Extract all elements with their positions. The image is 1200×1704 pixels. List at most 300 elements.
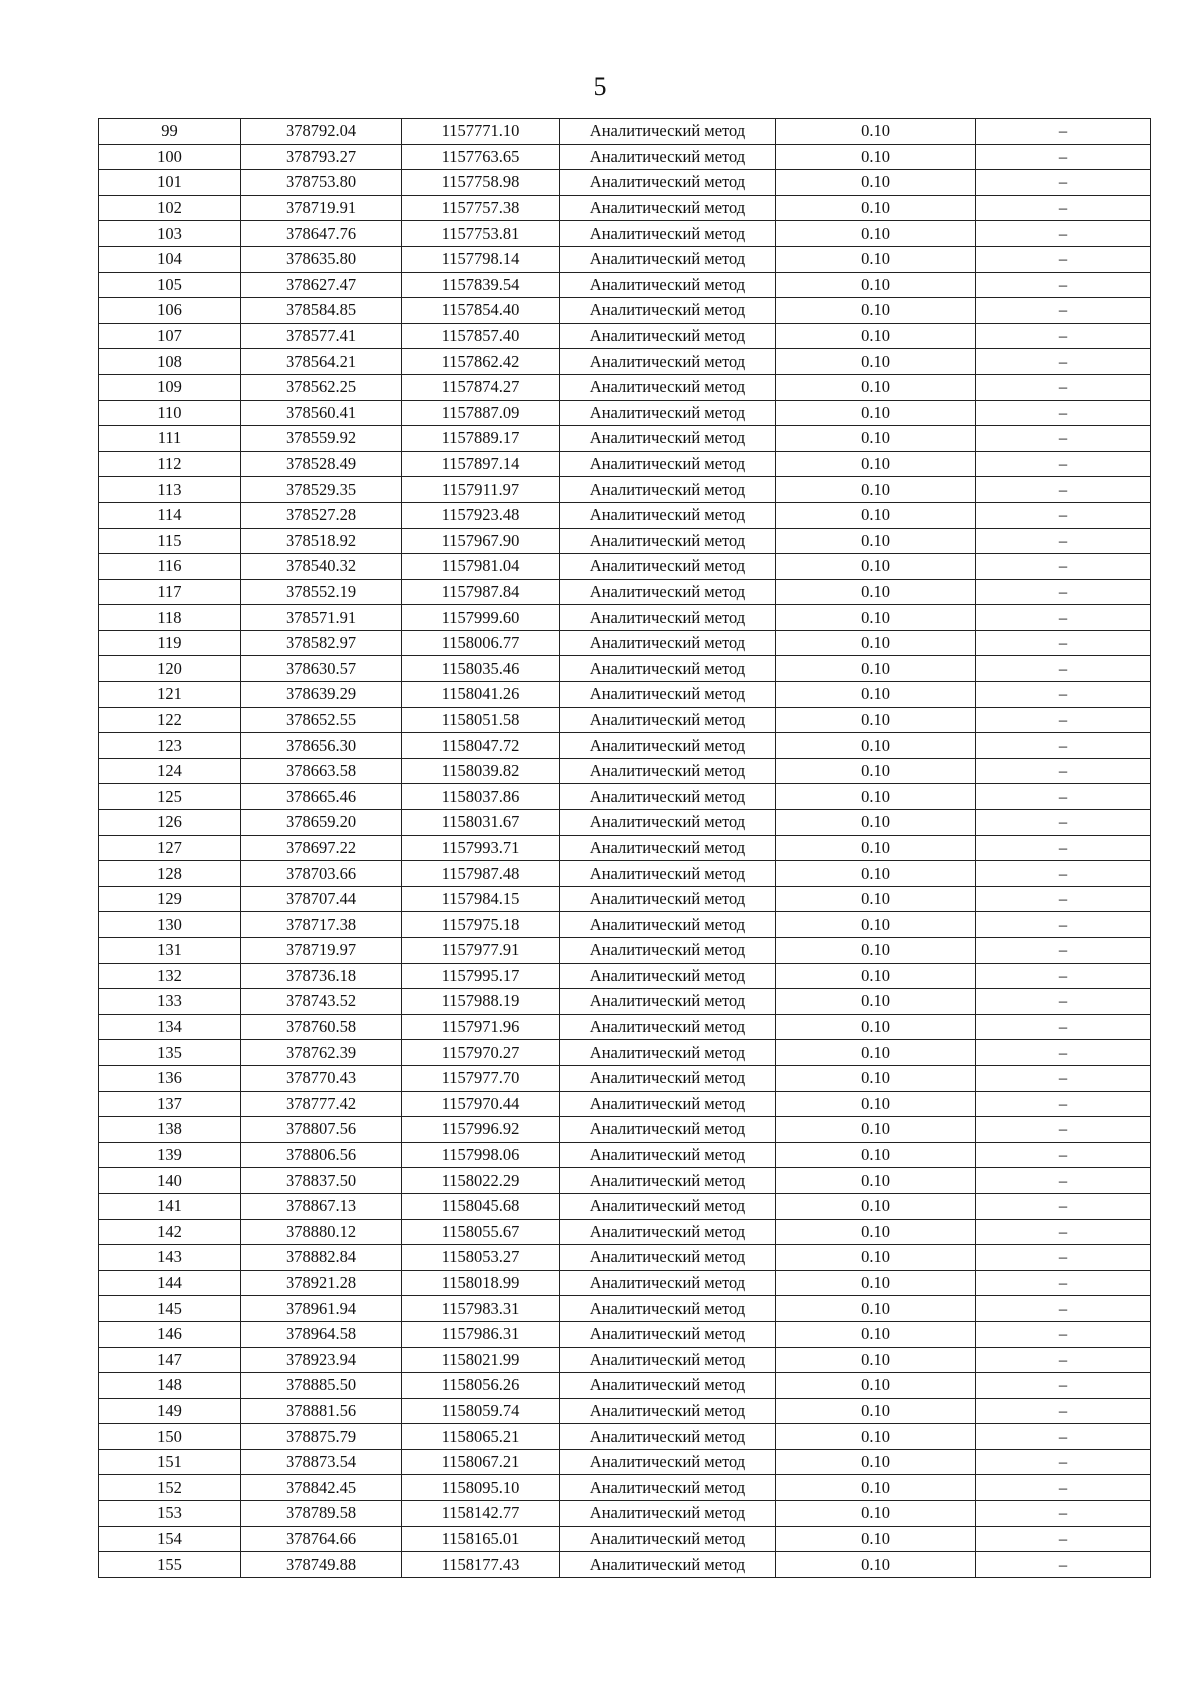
point-number-cell: 123 xyxy=(99,733,241,759)
note-cell: – xyxy=(976,810,1151,836)
point-number-cell: 118 xyxy=(99,605,241,631)
note-cell: – xyxy=(976,938,1151,964)
x-coordinate-cell: 378571.91 xyxy=(241,605,402,631)
method-cell: Аналитический метод xyxy=(560,1373,776,1399)
point-number-cell: 100 xyxy=(99,144,241,170)
point-number-cell: 136 xyxy=(99,1065,241,1091)
method-cell: Аналитический метод xyxy=(560,1526,776,1552)
method-cell: Аналитический метод xyxy=(560,835,776,861)
y-coordinate-cell: 1158021.99 xyxy=(402,1347,560,1373)
table-row xyxy=(99,477,1151,503)
accuracy-cell: 0.10 xyxy=(776,400,976,426)
accuracy-cell: 0.10 xyxy=(776,528,976,554)
note-cell: – xyxy=(976,886,1151,912)
method-cell: Аналитический метод xyxy=(560,1270,776,1296)
point-number-cell: 153 xyxy=(99,1501,241,1527)
method-cell: Аналитический метод xyxy=(560,1245,776,1271)
method-cell: Аналитический метод xyxy=(560,1475,776,1501)
table-row xyxy=(99,605,1151,631)
y-coordinate-cell: 1158006.77 xyxy=(402,630,560,656)
method-cell: Аналитический метод xyxy=(560,1091,776,1117)
y-coordinate-cell: 1157771.10 xyxy=(402,119,560,145)
point-number-cell: 143 xyxy=(99,1245,241,1271)
table-row xyxy=(99,554,1151,580)
point-number-cell: 119 xyxy=(99,630,241,656)
table-row xyxy=(99,912,1151,938)
method-cell: Аналитический метод xyxy=(560,1398,776,1424)
point-number-cell: 113 xyxy=(99,477,241,503)
note-cell: – xyxy=(976,1040,1151,1066)
point-number-cell: 117 xyxy=(99,579,241,605)
x-coordinate-cell: 378717.38 xyxy=(241,912,402,938)
y-coordinate-cell: 1157874.27 xyxy=(402,374,560,400)
x-coordinate-cell: 378559.92 xyxy=(241,426,402,452)
x-coordinate-cell: 378753.80 xyxy=(241,170,402,196)
method-cell: Аналитический метод xyxy=(560,400,776,426)
x-coordinate-cell: 378527.28 xyxy=(241,502,402,528)
note-cell: – xyxy=(976,400,1151,426)
accuracy-cell: 0.10 xyxy=(776,170,976,196)
note-cell: – xyxy=(976,861,1151,887)
point-number-cell: 152 xyxy=(99,1475,241,1501)
y-coordinate-cell: 1158095.10 xyxy=(402,1475,560,1501)
x-coordinate-cell: 378647.76 xyxy=(241,221,402,247)
note-cell: – xyxy=(976,144,1151,170)
y-coordinate-cell: 1158022.29 xyxy=(402,1168,560,1194)
y-coordinate-cell: 1158045.68 xyxy=(402,1193,560,1219)
note-cell: – xyxy=(976,1373,1151,1399)
point-number-cell: 134 xyxy=(99,1014,241,1040)
accuracy-cell: 0.10 xyxy=(776,502,976,528)
method-cell: Аналитический метод xyxy=(560,451,776,477)
note-cell: – xyxy=(976,451,1151,477)
point-number-cell: 120 xyxy=(99,656,241,682)
point-number-cell: 99 xyxy=(99,119,241,145)
x-coordinate-cell: 378880.12 xyxy=(241,1219,402,1245)
note-cell: – xyxy=(976,195,1151,221)
accuracy-cell: 0.10 xyxy=(776,195,976,221)
method-cell: Аналитический метод xyxy=(560,246,776,272)
note-cell: – xyxy=(976,1142,1151,1168)
point-number-cell: 130 xyxy=(99,912,241,938)
table-row xyxy=(99,1424,1151,1450)
y-coordinate-cell: 1157758.98 xyxy=(402,170,560,196)
accuracy-cell: 0.10 xyxy=(776,630,976,656)
method-cell: Аналитический метод xyxy=(560,119,776,145)
x-coordinate-cell: 378842.45 xyxy=(241,1475,402,1501)
table-row xyxy=(99,528,1151,554)
x-coordinate-cell: 378630.57 xyxy=(241,656,402,682)
table-row xyxy=(99,835,1151,861)
x-coordinate-cell: 378882.84 xyxy=(241,1245,402,1271)
table-row xyxy=(99,349,1151,375)
point-number-cell: 125 xyxy=(99,784,241,810)
x-coordinate-cell: 378885.50 xyxy=(241,1373,402,1399)
table-row xyxy=(99,1193,1151,1219)
method-cell: Аналитический метод xyxy=(560,758,776,784)
method-cell: Аналитический метод xyxy=(560,1321,776,1347)
method-cell: Аналитический метод xyxy=(560,374,776,400)
note-cell: – xyxy=(976,1424,1151,1450)
table-row xyxy=(99,1142,1151,1168)
note-cell: – xyxy=(976,682,1151,708)
note-cell: – xyxy=(976,1270,1151,1296)
table-row xyxy=(99,400,1151,426)
note-cell: – xyxy=(976,1014,1151,1040)
y-coordinate-cell: 1158055.67 xyxy=(402,1219,560,1245)
x-coordinate-cell: 378652.55 xyxy=(241,707,402,733)
x-coordinate-cell: 378697.22 xyxy=(241,835,402,861)
method-cell: Аналитический метод xyxy=(560,170,776,196)
x-coordinate-cell: 378867.13 xyxy=(241,1193,402,1219)
x-coordinate-cell: 378627.47 xyxy=(241,272,402,298)
y-coordinate-cell: 1157998.06 xyxy=(402,1142,560,1168)
note-cell: – xyxy=(976,1245,1151,1271)
x-coordinate-cell: 378792.04 xyxy=(241,119,402,145)
method-cell: Аналитический метод xyxy=(560,784,776,810)
note-cell: – xyxy=(976,374,1151,400)
x-coordinate-cell: 378875.79 xyxy=(241,1424,402,1450)
table-row xyxy=(99,1373,1151,1399)
table-row xyxy=(99,1219,1151,1245)
accuracy-cell: 0.10 xyxy=(776,1373,976,1399)
y-coordinate-cell: 1157854.40 xyxy=(402,298,560,324)
method-cell: Аналитический метод xyxy=(560,1040,776,1066)
table-row xyxy=(99,1475,1151,1501)
point-number-cell: 102 xyxy=(99,195,241,221)
accuracy-cell: 0.10 xyxy=(776,119,976,145)
method-cell: Аналитический метод xyxy=(560,144,776,170)
point-number-cell: 148 xyxy=(99,1373,241,1399)
note-cell: – xyxy=(976,1117,1151,1143)
table-row xyxy=(99,1168,1151,1194)
x-coordinate-cell: 378793.27 xyxy=(241,144,402,170)
method-cell: Аналитический метод xyxy=(560,963,776,989)
x-coordinate-cell: 378665.46 xyxy=(241,784,402,810)
table-row xyxy=(99,1040,1151,1066)
x-coordinate-cell: 378837.50 xyxy=(241,1168,402,1194)
y-coordinate-cell: 1158039.82 xyxy=(402,758,560,784)
note-cell: – xyxy=(976,528,1151,554)
accuracy-cell: 0.10 xyxy=(776,1193,976,1219)
accuracy-cell: 0.10 xyxy=(776,656,976,682)
table-row xyxy=(99,246,1151,272)
x-coordinate-cell: 378923.94 xyxy=(241,1347,402,1373)
accuracy-cell: 0.10 xyxy=(776,1117,976,1143)
note-cell: – xyxy=(976,1321,1151,1347)
accuracy-cell: 0.10 xyxy=(776,938,976,964)
table-row xyxy=(99,989,1151,1015)
coordinates-table xyxy=(98,118,1151,1578)
point-number-cell: 110 xyxy=(99,400,241,426)
table-row xyxy=(99,1296,1151,1322)
y-coordinate-cell: 1157987.84 xyxy=(402,579,560,605)
accuracy-cell: 0.10 xyxy=(776,1296,976,1322)
table-row xyxy=(99,886,1151,912)
x-coordinate-cell: 378760.58 xyxy=(241,1014,402,1040)
y-coordinate-cell: 1158165.01 xyxy=(402,1526,560,1552)
accuracy-cell: 0.10 xyxy=(776,1398,976,1424)
note-cell: – xyxy=(976,835,1151,861)
method-cell: Аналитический метод xyxy=(560,1193,776,1219)
note-cell: – xyxy=(976,1296,1151,1322)
method-cell: Аналитический метод xyxy=(560,1552,776,1578)
table-row xyxy=(99,221,1151,247)
accuracy-cell: 0.10 xyxy=(776,298,976,324)
note-cell: – xyxy=(976,758,1151,784)
x-coordinate-cell: 378518.92 xyxy=(241,528,402,554)
note-cell: – xyxy=(976,1347,1151,1373)
x-coordinate-cell: 378582.97 xyxy=(241,630,402,656)
method-cell: Аналитический метод xyxy=(560,298,776,324)
accuracy-cell: 0.10 xyxy=(776,605,976,631)
method-cell: Аналитический метод xyxy=(560,989,776,1015)
accuracy-cell: 0.10 xyxy=(776,374,976,400)
table-row xyxy=(99,1526,1151,1552)
method-cell: Аналитический метод xyxy=(560,349,776,375)
x-coordinate-cell: 378749.88 xyxy=(241,1552,402,1578)
y-coordinate-cell: 1157970.27 xyxy=(402,1040,560,1066)
table-row xyxy=(99,1091,1151,1117)
table-row xyxy=(99,1270,1151,1296)
accuracy-cell: 0.10 xyxy=(776,733,976,759)
table-row xyxy=(99,784,1151,810)
method-cell: Аналитический метод xyxy=(560,426,776,452)
x-coordinate-cell: 378806.56 xyxy=(241,1142,402,1168)
method-cell: Аналитический метод xyxy=(560,605,776,631)
point-number-cell: 115 xyxy=(99,528,241,554)
point-number-cell: 155 xyxy=(99,1552,241,1578)
accuracy-cell: 0.10 xyxy=(776,1552,976,1578)
x-coordinate-cell: 378635.80 xyxy=(241,246,402,272)
note-cell: – xyxy=(976,1168,1151,1194)
table-row xyxy=(99,733,1151,759)
accuracy-cell: 0.10 xyxy=(776,861,976,887)
x-coordinate-cell: 378663.58 xyxy=(241,758,402,784)
x-coordinate-cell: 378921.28 xyxy=(241,1270,402,1296)
x-coordinate-cell: 378564.21 xyxy=(241,349,402,375)
y-coordinate-cell: 1157999.60 xyxy=(402,605,560,631)
y-coordinate-cell: 1157984.15 xyxy=(402,886,560,912)
note-cell: – xyxy=(976,579,1151,605)
y-coordinate-cell: 1157897.14 xyxy=(402,451,560,477)
note-cell: – xyxy=(976,656,1151,682)
y-coordinate-cell: 1158018.99 xyxy=(402,1270,560,1296)
accuracy-cell: 0.10 xyxy=(776,221,976,247)
accuracy-cell: 0.10 xyxy=(776,579,976,605)
y-coordinate-cell: 1157967.90 xyxy=(402,528,560,554)
x-coordinate-cell: 378639.29 xyxy=(241,682,402,708)
x-coordinate-cell: 378703.66 xyxy=(241,861,402,887)
x-coordinate-cell: 378881.56 xyxy=(241,1398,402,1424)
accuracy-cell: 0.10 xyxy=(776,810,976,836)
method-cell: Аналитический метод xyxy=(560,1014,776,1040)
table-row xyxy=(99,272,1151,298)
method-cell: Аналитический метод xyxy=(560,323,776,349)
table-row xyxy=(99,682,1151,708)
note-cell: – xyxy=(976,605,1151,631)
note-cell: – xyxy=(976,426,1151,452)
y-coordinate-cell: 1157993.71 xyxy=(402,835,560,861)
point-number-cell: 147 xyxy=(99,1347,241,1373)
y-coordinate-cell: 1158059.74 xyxy=(402,1398,560,1424)
point-number-cell: 137 xyxy=(99,1091,241,1117)
point-number-cell: 145 xyxy=(99,1296,241,1322)
table-row xyxy=(99,1321,1151,1347)
point-number-cell: 107 xyxy=(99,323,241,349)
x-coordinate-cell: 378540.32 xyxy=(241,554,402,580)
point-number-cell: 121 xyxy=(99,682,241,708)
point-number-cell: 135 xyxy=(99,1040,241,1066)
method-cell: Аналитический метод xyxy=(560,630,776,656)
table-row xyxy=(99,119,1151,145)
method-cell: Аналитический метод xyxy=(560,1424,776,1450)
x-coordinate-cell: 378873.54 xyxy=(241,1449,402,1475)
accuracy-cell: 0.10 xyxy=(776,835,976,861)
y-coordinate-cell: 1157987.48 xyxy=(402,861,560,887)
method-cell: Аналитический метод xyxy=(560,1142,776,1168)
method-cell: Аналитический метод xyxy=(560,733,776,759)
accuracy-cell: 0.10 xyxy=(776,1501,976,1527)
point-number-cell: 139 xyxy=(99,1142,241,1168)
point-number-cell: 133 xyxy=(99,989,241,1015)
accuracy-cell: 0.10 xyxy=(776,758,976,784)
method-cell: Аналитический метод xyxy=(560,1347,776,1373)
method-cell: Аналитический метод xyxy=(560,221,776,247)
coordinates-table-body xyxy=(99,119,1151,1578)
point-number-cell: 151 xyxy=(99,1449,241,1475)
point-number-cell: 144 xyxy=(99,1270,241,1296)
method-cell: Аналитический метод xyxy=(560,1065,776,1091)
accuracy-cell: 0.10 xyxy=(776,886,976,912)
point-number-cell: 116 xyxy=(99,554,241,580)
accuracy-cell: 0.10 xyxy=(776,1424,976,1450)
point-number-cell: 101 xyxy=(99,170,241,196)
note-cell: – xyxy=(976,963,1151,989)
table-row xyxy=(99,938,1151,964)
point-number-cell: 128 xyxy=(99,861,241,887)
accuracy-cell: 0.10 xyxy=(776,349,976,375)
x-coordinate-cell: 378584.85 xyxy=(241,298,402,324)
method-cell: Аналитический метод xyxy=(560,656,776,682)
y-coordinate-cell: 1157798.14 xyxy=(402,246,560,272)
x-coordinate-cell: 378762.39 xyxy=(241,1040,402,1066)
table-row xyxy=(99,1245,1151,1271)
accuracy-cell: 0.10 xyxy=(776,1526,976,1552)
x-coordinate-cell: 378656.30 xyxy=(241,733,402,759)
note-cell: – xyxy=(976,1501,1151,1527)
note-cell: – xyxy=(976,246,1151,272)
y-coordinate-cell: 1158047.72 xyxy=(402,733,560,759)
table-row xyxy=(99,1449,1151,1475)
accuracy-cell: 0.10 xyxy=(776,1168,976,1194)
method-cell: Аналитический метод xyxy=(560,1219,776,1245)
method-cell: Аналитический метод xyxy=(560,912,776,938)
accuracy-cell: 0.10 xyxy=(776,682,976,708)
method-cell: Аналитический метод xyxy=(560,528,776,554)
note-cell: – xyxy=(976,989,1151,1015)
accuracy-cell: 0.10 xyxy=(776,477,976,503)
point-number-cell: 112 xyxy=(99,451,241,477)
method-cell: Аналитический метод xyxy=(560,861,776,887)
table-row xyxy=(99,1014,1151,1040)
table-row xyxy=(99,1347,1151,1373)
y-coordinate-cell: 1158142.77 xyxy=(402,1501,560,1527)
table-row xyxy=(99,707,1151,733)
x-coordinate-cell: 378743.52 xyxy=(241,989,402,1015)
table-row xyxy=(99,502,1151,528)
method-cell: Аналитический метод xyxy=(560,938,776,964)
y-coordinate-cell: 1157981.04 xyxy=(402,554,560,580)
accuracy-cell: 0.10 xyxy=(776,1040,976,1066)
y-coordinate-cell: 1157971.96 xyxy=(402,1014,560,1040)
point-number-cell: 126 xyxy=(99,810,241,836)
point-number-cell: 132 xyxy=(99,963,241,989)
x-coordinate-cell: 378562.25 xyxy=(241,374,402,400)
y-coordinate-cell: 1157975.18 xyxy=(402,912,560,938)
method-cell: Аналитический метод xyxy=(560,1168,776,1194)
accuracy-cell: 0.10 xyxy=(776,1321,976,1347)
x-coordinate-cell: 378777.42 xyxy=(241,1091,402,1117)
table-row xyxy=(99,861,1151,887)
accuracy-cell: 0.10 xyxy=(776,963,976,989)
accuracy-cell: 0.10 xyxy=(776,1065,976,1091)
point-number-cell: 114 xyxy=(99,502,241,528)
table-row xyxy=(99,298,1151,324)
accuracy-cell: 0.10 xyxy=(776,144,976,170)
point-number-cell: 129 xyxy=(99,886,241,912)
y-coordinate-cell: 1158051.58 xyxy=(402,707,560,733)
accuracy-cell: 0.10 xyxy=(776,1219,976,1245)
accuracy-cell: 0.10 xyxy=(776,246,976,272)
point-number-cell: 108 xyxy=(99,349,241,375)
table-row xyxy=(99,144,1151,170)
method-cell: Аналитический метод xyxy=(560,810,776,836)
note-cell: – xyxy=(976,1398,1151,1424)
method-cell: Аналитический метод xyxy=(560,1501,776,1527)
point-number-cell: 131 xyxy=(99,938,241,964)
x-coordinate-cell: 378529.35 xyxy=(241,477,402,503)
point-number-cell: 124 xyxy=(99,758,241,784)
method-cell: Аналитический метод xyxy=(560,195,776,221)
note-cell: – xyxy=(976,477,1151,503)
note-cell: – xyxy=(976,272,1151,298)
y-coordinate-cell: 1157986.31 xyxy=(402,1321,560,1347)
x-coordinate-cell: 378764.66 xyxy=(241,1526,402,1552)
note-cell: – xyxy=(976,912,1151,938)
y-coordinate-cell: 1158037.86 xyxy=(402,784,560,810)
y-coordinate-cell: 1157977.91 xyxy=(402,938,560,964)
y-coordinate-cell: 1157763.65 xyxy=(402,144,560,170)
x-coordinate-cell: 378560.41 xyxy=(241,400,402,426)
y-coordinate-cell: 1157857.40 xyxy=(402,323,560,349)
point-number-cell: 109 xyxy=(99,374,241,400)
point-number-cell: 105 xyxy=(99,272,241,298)
note-cell: – xyxy=(976,1091,1151,1117)
method-cell: Аналитический метод xyxy=(560,272,776,298)
accuracy-cell: 0.10 xyxy=(776,912,976,938)
y-coordinate-cell: 1158177.43 xyxy=(402,1552,560,1578)
x-coordinate-cell: 378961.94 xyxy=(241,1296,402,1322)
x-coordinate-cell: 378528.49 xyxy=(241,451,402,477)
table-row xyxy=(99,451,1151,477)
y-coordinate-cell: 1158053.27 xyxy=(402,1245,560,1271)
note-cell: – xyxy=(976,1193,1151,1219)
note-cell: – xyxy=(976,1526,1151,1552)
note-cell: – xyxy=(976,1219,1151,1245)
table-row xyxy=(99,1552,1151,1578)
point-number-cell: 150 xyxy=(99,1424,241,1450)
